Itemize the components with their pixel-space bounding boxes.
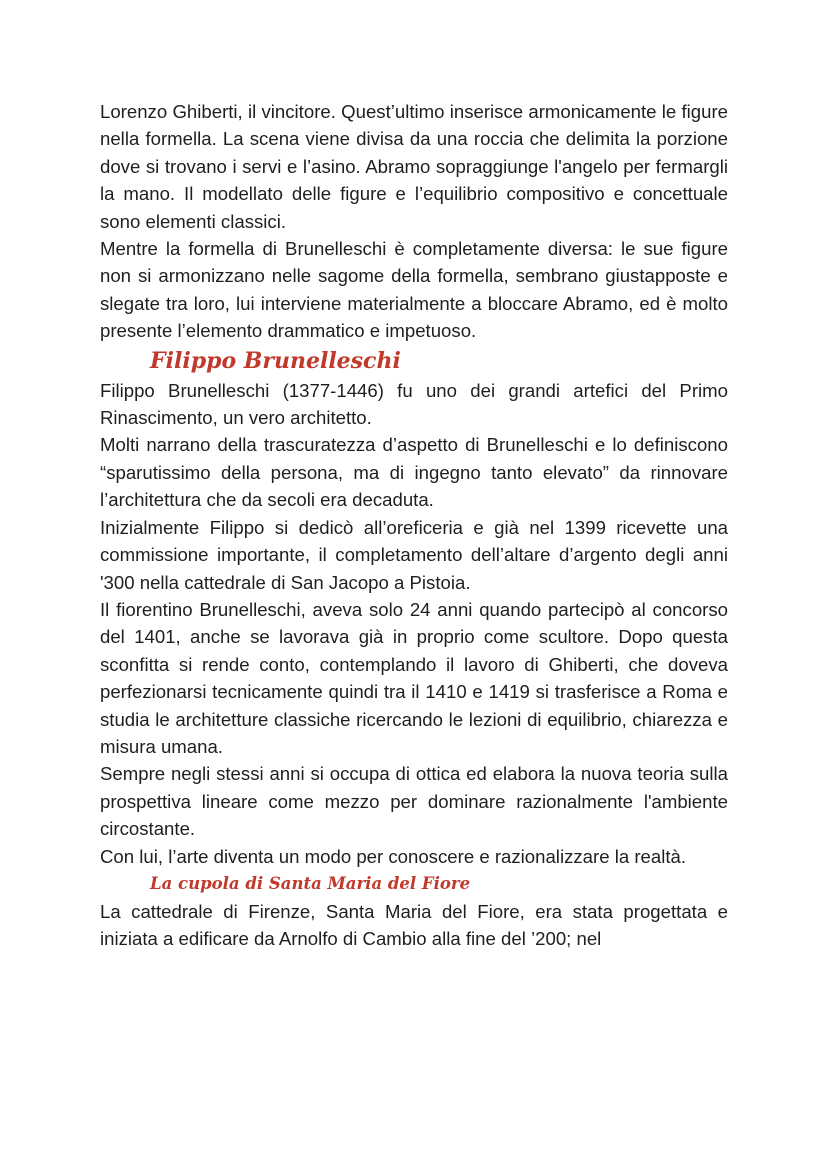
paragraph-bio-perspective: Sempre negli stessi anni si occupa di ottica ed elabora la nuova teoria sulla prospettiva lineare come mezzo per dominare razionalmente l'ambiente circostante.: [100, 763, 728, 840]
section-heading-cupola: La cupola di Santa Maria del Fiore: [150, 873, 471, 893]
document-page: [100, 98, 728, 953]
paragraph-bio-appearance: Molti narrano della trascuratezza d’aspetto di Brunelleschi e lo definiscono “sparutissimo della persona, ma di ingegno tanto elevato” da rinnovare l’architettura che da secoli era decaduta.: [100, 434, 728, 511]
paragraph-brunelleschi-panel: Mentre la formella di Brunelleschi è completamente diversa: le sue figure non si armonizzano nelle sagome della formella, sembrano giustapposte e slegate tra loro, lui interviene materialmente a bloccare Abramo, ed è molto presente l’elemento drammatico e impetuoso.: [100, 238, 728, 342]
paragraph-bio-competition: Il fiorentino Brunelleschi, aveva solo 24 anni quando partecipò al concorso del 1401, anche se lavorava già in proprio come scultore. Dopo questa sconfitta si rende conto, contemplando il lavoro di Ghiberti, che doveva perfezionarsi tecnicamente quindi tra il 1410 e 1419 si trasferisce a Roma e studia le architetture classiche ricercando le lezioni di equilibrio, chiarezza e misura umana.: [100, 598, 728, 757]
section-heading-filippo-brunelleschi: Filippo Brunelleschi: [150, 347, 401, 374]
paragraph-ghiberti: Lorenzo Ghiberti, il vincitore. Quest’ultimo inserisce armonicamente le figure nella formella. La scena viene divisa da una roccia che delimita la porzione dove si trovano i servi e l’asino. Abramo sopraggiunge l'angelo per fermargli la mano. Il modellato delle figure e l’equilibrio compositivo e concettuale sono elementi classici.: [100, 101, 728, 232]
paragraph-bio-goldsmith: Inizialmente Filippo si dedicò all’oreficeria e già nel 1399 ricevette una commissione importante, il completamento dell’altare d’argento degli anni '300 nella cattedrale di San Jacopo a Pistoia.: [100, 516, 728, 593]
paragraph-bio-art-reality: Con lui, l’arte diventa un modo per conoscere e razionalizzare la realtà.: [100, 845, 687, 867]
paragraph-bio-intro: Filippo Brunelleschi (1377-1446) fu uno dei grandi artefici del Primo Rinascimento, un vero architetto.: [100, 379, 728, 429]
paragraph-cathedral: La cattedrale di Firenze, Santa Maria del Fiore, era stata progettata e iniziata a edificare da Arnolfo di Cambio alla fine del ’200; nel: [100, 900, 728, 950]
